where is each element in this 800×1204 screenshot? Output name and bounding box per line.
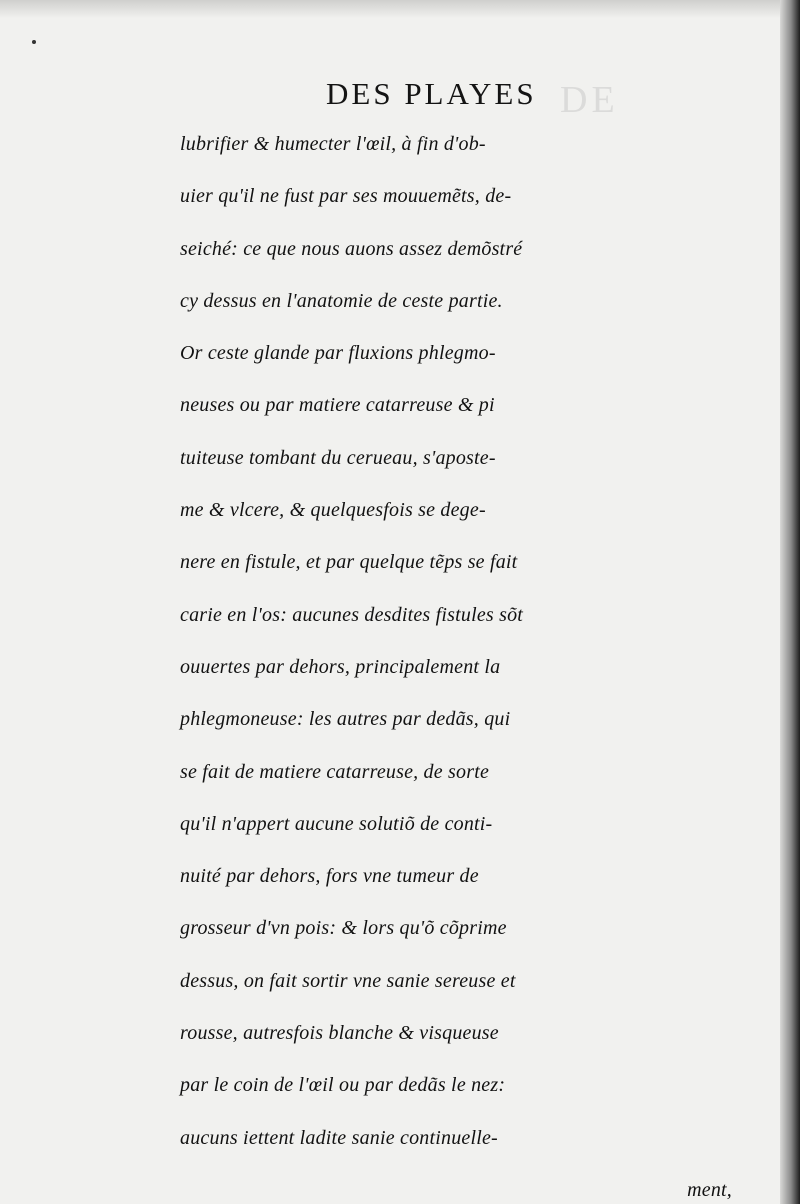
text-line: uier qu'il ne fust par ses mouuemẽts, de-: [180, 185, 512, 208]
text-line: grosseur d'vn pois: & lors qu'õ cõprime: [180, 917, 507, 940]
text-line: ouuertes par dehors, principalement la: [180, 655, 501, 678]
text-line: phlegmoneuse: les autres par dedãs, qui: [180, 708, 511, 731]
text-line: me & vlcere, & quelquesfois se dege-: [180, 499, 486, 522]
text-line: lubrifier & humecter l'œil, à fin d'ob-: [180, 133, 486, 155]
text-line: cy dessus en l'anatomie de ceste partie.: [180, 289, 503, 312]
catchword: ment,: [687, 1178, 732, 1201]
text-line: dessus, on fait sortir vne sanie sereuse et: [180, 969, 516, 992]
text-line: tuiteuse tombant du cerueau, s'aposte-: [180, 446, 496, 469]
show-through-text: DE: [560, 79, 619, 121]
running-head: DES PLAYES: [326, 76, 537, 111]
text-line: par le coin de l'œil ou par dedãs le nez:: [180, 1074, 506, 1097]
ink-speck: [32, 40, 36, 44]
text-line: nere en fistule, et par quelque tẽps se fait: [180, 551, 518, 574]
text-line: neuses ou par matiere catarreuse & pi: [180, 394, 495, 417]
body-text: [180, 118, 740, 1204]
text-line: qu'il n'appert aucune solutiõ de conti-: [180, 812, 493, 835]
text-line: aucuns iettent ladite sanie continuelle-: [180, 1126, 498, 1149]
text-line: se fait de matiere catarreuse, de sorte: [180, 760, 490, 783]
page-edge-shadow: [780, 0, 800, 1204]
text-line: nuité par dehors, fors vne tumeur de: [180, 865, 479, 888]
top-shadow: [0, 0, 790, 18]
text-line: carie en l'os: aucunes desdites fistules sõt: [180, 603, 524, 626]
text-line: rousse, autresfois blanche & visqueuse: [180, 1022, 499, 1045]
text-line: seiché: ce que nous auons assez demõstré: [180, 237, 523, 260]
text-line: Or ceste glande par fluxions phlegmo-: [180, 342, 496, 365]
